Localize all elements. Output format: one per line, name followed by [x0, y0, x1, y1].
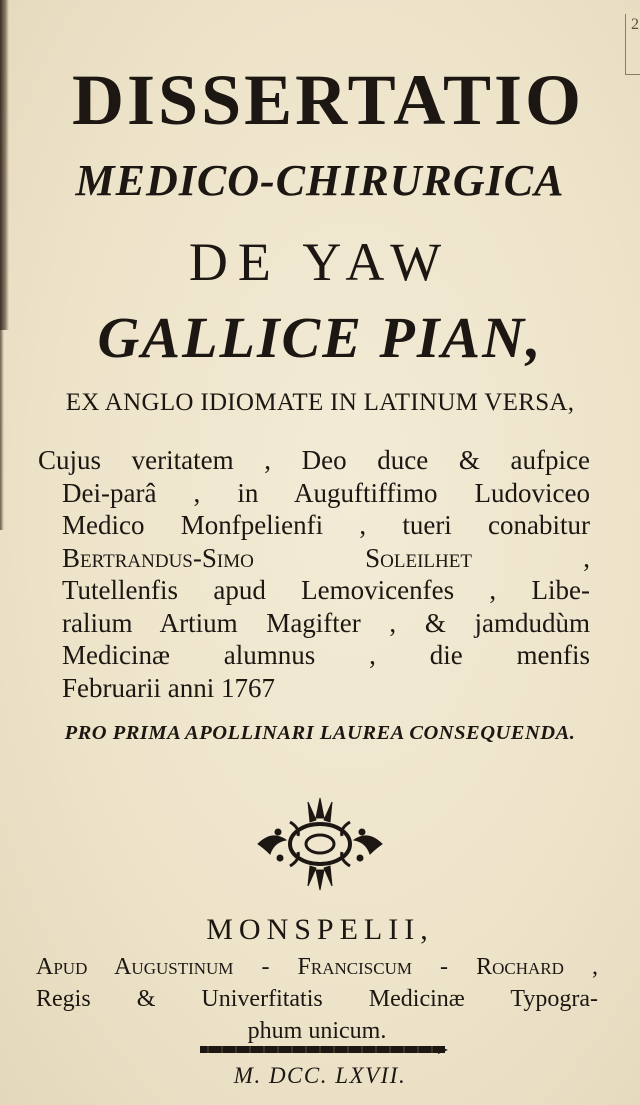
title-gallice-pian: GALLICE PIAN, — [97, 305, 543, 370]
degree-purpose: PRO PRIMA APOLLINARI LAUREA CONSEQUENDA. — [64, 722, 576, 744]
decorative-rule — [200, 1046, 445, 1053]
imprint-line: phum unicum. — [247, 1018, 387, 1044]
body-line: Dei-parâ , in Auguftiffimo Ludoviceo — [62, 477, 590, 508]
author-name: Bertrandus-Simo Soleilhet , — [62, 542, 590, 573]
title-subtitle: MEDICO-CHIRURGICA — [75, 156, 565, 205]
decorative-rule-end — [438, 1046, 448, 1054]
title-de-yaw: DE YAW — [188, 232, 452, 292]
body-line: ralium Artium Magifter , & jamdudùm — [62, 607, 590, 638]
body-line: Februarii anni 1767 — [62, 672, 275, 703]
body-line: Tutellenfis apud Lemovicenfes , Libe- — [62, 575, 590, 605]
body-line: Medicinæ alumnus , die menfis — [62, 640, 590, 670]
title-main: DISSERTATIO — [72, 60, 584, 140]
imprint-line: Regis & Univerfitatis Medicinæ Typogra- — [36, 986, 598, 1012]
imprint-date: M. DCC. LXVII. — [233, 1063, 407, 1088]
translation-note: EX ANGLO IDIOMATE IN LATINUM VERSA, — [65, 389, 575, 416]
body-line: Cujus veritatem , Deo duce & aufpice — [38, 445, 590, 475]
printers-flourish-icon — [250, 792, 390, 892]
dedication-paragraph — [38, 444, 590, 704]
imprint-block — [36, 951, 598, 1047]
imprint-printer: Apud Augustinum - Franciscum - Rochard , — [36, 954, 598, 980]
page-number: 2 — [631, 16, 639, 33]
body-line: Medico Monfpelienfi , tueri conabitur — [62, 510, 590, 540]
imprint-place: MONSPELII, — [206, 913, 434, 946]
